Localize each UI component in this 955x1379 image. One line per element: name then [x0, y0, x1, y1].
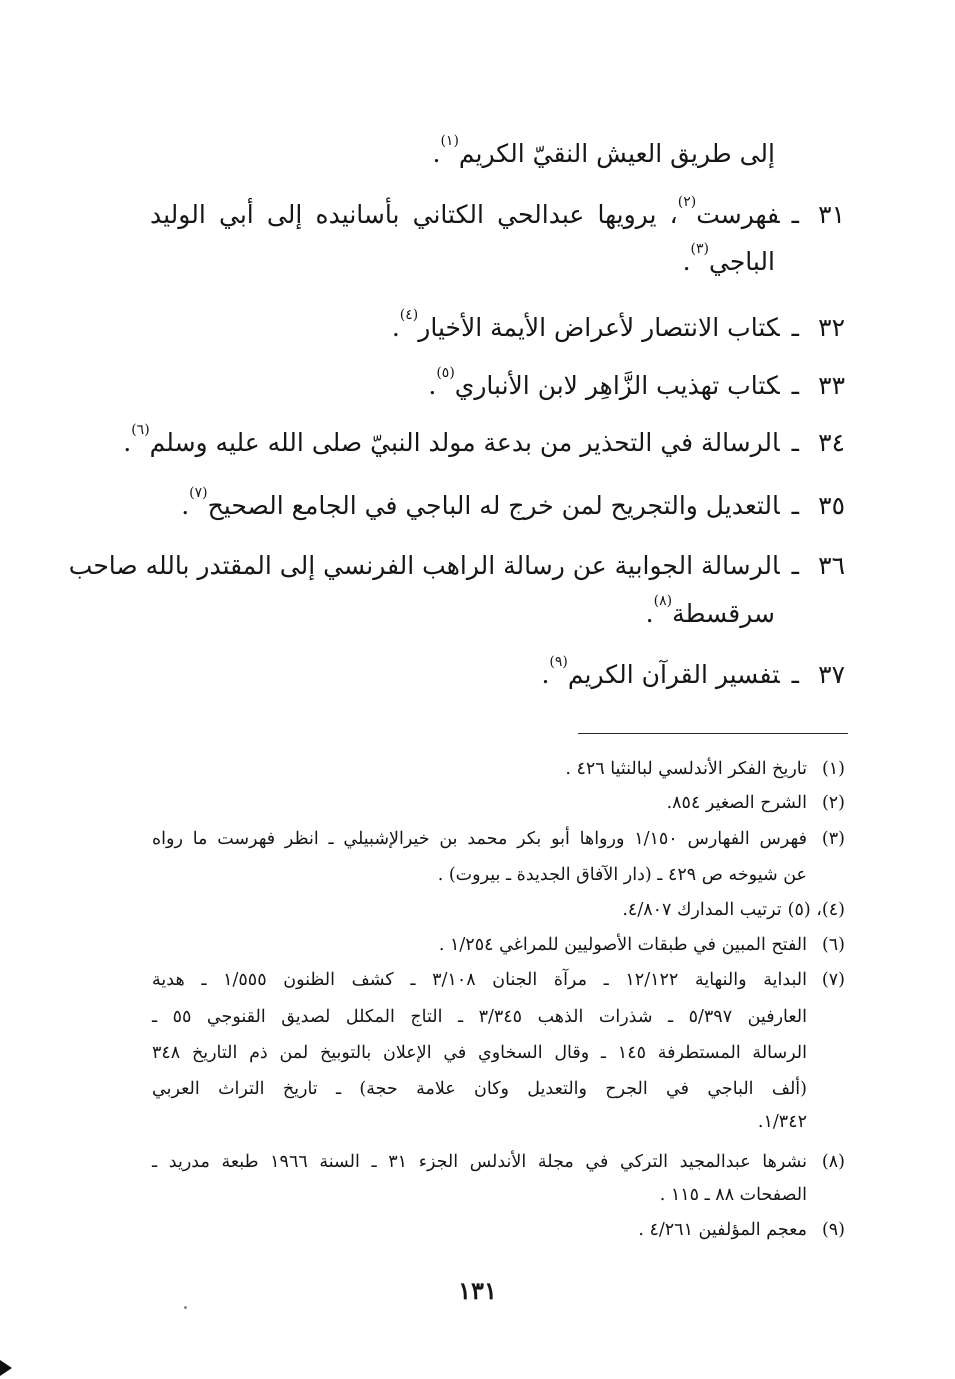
- item-dash: ـ: [791, 200, 799, 229]
- item-text: التعديل والتجريح لمن خرج له الباجي في الجامع الصحيح: [207, 491, 780, 520]
- footnote-ref: (١): [440, 133, 459, 149]
- footnote-text: نشرها عبدالمجيد التركي في مجلة الأندلس الجزء ٣١ ـ السنة ١٩٦٦ طبعة مدريد ـ: [152, 1152, 807, 1172]
- item-dash: ـ: [791, 491, 799, 520]
- item-36: [68, 548, 845, 584]
- footnote-ref: (٣): [690, 241, 709, 257]
- item-32: [391, 307, 845, 346]
- footnote-number: (٨): [821, 1152, 845, 1172]
- period: .: [181, 491, 190, 520]
- footnote-text: تاريخ الفكر الأندلسي لبالنثيا ٤٢٦ .: [565, 759, 807, 779]
- body-line-continuation: [432, 133, 776, 172]
- period: .: [391, 313, 400, 342]
- footnote-7-continuation: [152, 1002, 807, 1033]
- item-number: ٣٤: [818, 428, 845, 457]
- footnote-number: (٧): [821, 970, 845, 990]
- item-36-continuation: [645, 593, 775, 632]
- footnote-ref: (٦): [131, 422, 150, 438]
- scan-corner-mark: [0, 1360, 12, 1376]
- footnote-ref: (٥): [436, 365, 455, 381]
- footnote-6: [439, 930, 845, 961]
- footnote-3: [152, 824, 845, 855]
- footnote-ref: (٩): [549, 654, 568, 670]
- item-dash: ـ: [791, 313, 799, 342]
- footnote-ref: (٤): [399, 307, 419, 323]
- item-text: الرسالة في التحذير من بدعة مولد النبيّ صلى الله عليه وسلم: [149, 428, 780, 457]
- footnote-text: ١/٣٤٢.: [757, 1112, 807, 1132]
- footnote-ref: (٨): [653, 593, 673, 609]
- item-dash: ـ: [791, 660, 799, 689]
- footnote-number: (٩): [821, 1220, 845, 1240]
- footnote-9: [638, 1215, 845, 1246]
- page-number: ١٣١: [458, 1276, 497, 1305]
- line-text: إلى طريق العيش النقيّ الكريم: [458, 139, 775, 168]
- period: .: [645, 599, 654, 628]
- footnote-1: [565, 754, 845, 785]
- item-31-continuation: [682, 241, 775, 280]
- item-text-after: ، يرويها عبدالحي الكتاني بأسانيده إلى أبي الوليد: [150, 200, 678, 229]
- item-33: [428, 365, 845, 404]
- item-number: ٣٥: [818, 491, 845, 520]
- footnote-text: (ألف الباجي في الجرح والتعديل وكان علامة حجة) ـ تاريخ التراث العربي: [152, 1079, 807, 1099]
- period: .: [541, 660, 550, 689]
- period: .: [123, 428, 132, 457]
- item-number: ٣٢: [818, 313, 845, 342]
- scan-speck: [184, 1306, 187, 1309]
- footnote-7: [152, 965, 845, 996]
- footnote-3-continuation: [438, 860, 807, 891]
- footnote-text: الفتح المبين في طبقات الأصوليين للمراغي ١/٢٥٤ .: [438, 935, 807, 955]
- footnote-text: الرسالة المستطرفة ١٤٥ ـ وقال السخاوي في الإعلان بالتوبيخ لمن ذم التاريخ ٣٤٨: [152, 1043, 807, 1063]
- item-34: [123, 422, 845, 461]
- footnote-number: (٤)، (٥): [787, 900, 845, 920]
- item-dash: ـ: [791, 551, 799, 580]
- item-text: فهرست: [696, 200, 780, 229]
- item-31: [150, 194, 845, 233]
- footnote-7-continuation: [758, 1107, 807, 1138]
- footnote-number: (١): [821, 759, 845, 779]
- footnote-number: (٣): [821, 829, 845, 849]
- footnote-text: ترتيب المدارك ٤/٨٠٧.: [622, 900, 782, 920]
- footnote-7-continuation: [152, 1038, 807, 1069]
- footnote-number: (٢): [821, 793, 845, 813]
- footnote-text: عن شيوخه ص ٤٢٩ ـ (دار الآفاق الجديدة ـ بيروت) .: [437, 865, 807, 885]
- item-dash: ـ: [791, 371, 799, 400]
- item-35: [181, 485, 845, 524]
- footnote-8-continuation: [660, 1180, 807, 1211]
- footnote-text: العارفين ٥/٣٩٧ ـ شذرات الذهب ٣/٣٤٥ ـ التاج المكلل لصديق القنوجي ٥٥ ـ: [152, 1007, 807, 1027]
- footnote-ref: (٧): [189, 485, 208, 501]
- period: .: [428, 371, 437, 400]
- item-number: ٣٦: [818, 551, 845, 580]
- footnote-separator: [578, 733, 848, 734]
- footnote-text: الصفحات ٨٨ ـ ١١٥ .: [659, 1185, 807, 1205]
- footnote-text: فهرس الفهارس ١/١٥٠ ورواها أبو بكر محمد بن خيرالإشبيلي ـ انظر فهرست ما رواه: [152, 829, 807, 849]
- footnote-text: البداية والنهاية ١٢/١٢٢ ـ مرآة الجنان ٣/١٠٨ ـ كشف الظنون ١/٥٥٥ ـ هدية: [152, 970, 807, 990]
- item-dash: ـ: [791, 428, 799, 457]
- item-number: ٣١: [818, 200, 845, 229]
- item-text: كتاب تهذيب الزَّاهِر لابن الأنباري: [454, 371, 780, 400]
- period: .: [682, 247, 691, 276]
- footnote-8: [152, 1147, 845, 1178]
- footnote-2: [667, 788, 845, 819]
- footnote-text: معجم المؤلفين ٤/٢٦١ .: [638, 1220, 807, 1240]
- item-number: ٣٣: [818, 371, 845, 400]
- footnote-4-5: [622, 895, 845, 926]
- period: .: [432, 139, 441, 168]
- item-text: الرسالة الجوابية عن رسالة الراهب الفرنسي إلى المقتدر بالله صاحب: [68, 551, 780, 580]
- item-37: [541, 654, 845, 693]
- footnote-number: (٦): [821, 935, 845, 955]
- footnote-7-continuation: [152, 1074, 807, 1105]
- item-text: سرقسطة: [672, 599, 775, 628]
- footnote-text: الشرح الصغير ٨٥٤.: [666, 793, 807, 813]
- item-number: ٣٧: [818, 660, 845, 689]
- item-text: الباجي: [708, 247, 775, 276]
- footnote-ref: (٢): [677, 194, 697, 210]
- item-text: كتاب الانتصار لأعراض الأيمة الأخيار: [418, 313, 780, 342]
- item-text: تفسير القرآن الكريم: [567, 660, 780, 689]
